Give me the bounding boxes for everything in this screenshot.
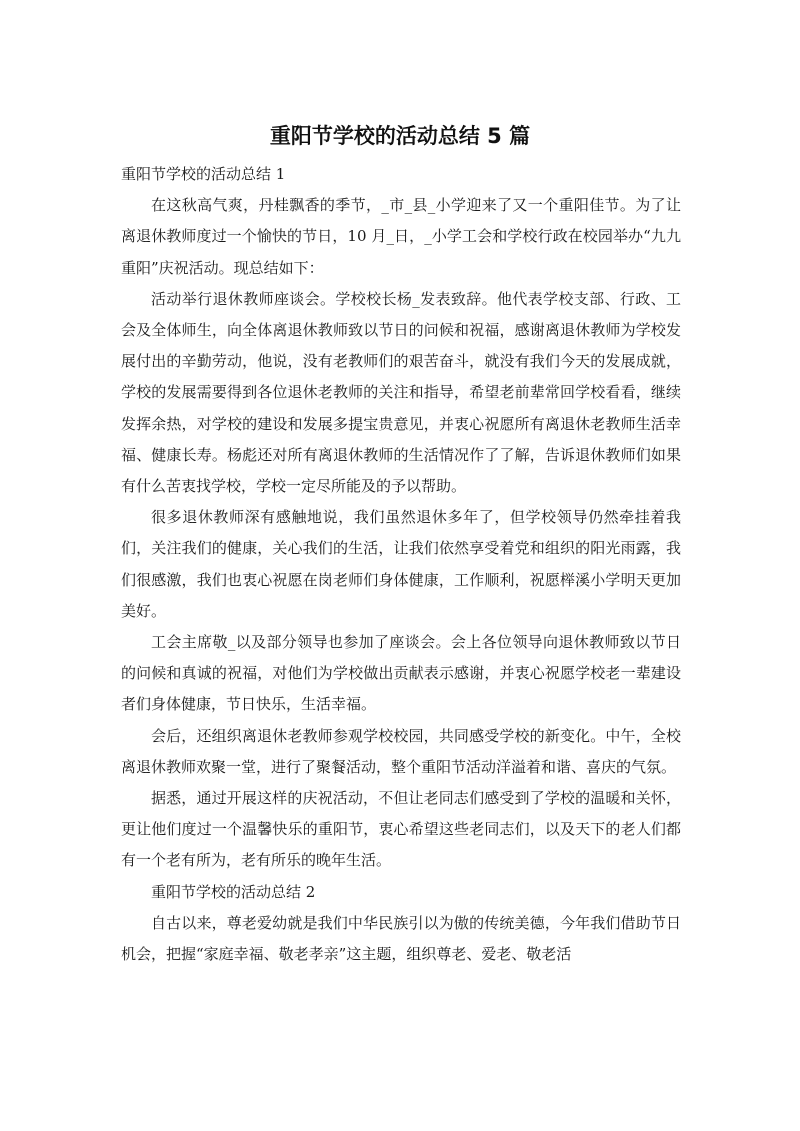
section-heading-1: 重阳节学校的活动总结 1 xyxy=(121,165,286,183)
section-heading-2: 重阳节学校的活动总结 2 xyxy=(151,882,316,901)
paragraph: 在这秋高气爽，丹桂飘香的季节，_市_县_小学迎来了又一个重阳佳节。为了让离退休教师度过一个愉快的节日，10 月_日，_小学工会和学校行政在校园举办“九九重阳”庆祝活动。现总结如下： xyxy=(121,196,681,277)
paragraph: 活动举行退休教师座谈会。学校校长杨_发表致辞。他代表学校支部、行政、工会及全体师生，向全体离退休教师致以节日的问候和祝福，感谢离退休教师为学校发展付出的辛勤劳动，他说，没有老教师们的艰苦奋斗，就没有我们今天的发展成就，学校的发展需要得到各位退休老教师的关注和指导，希望老前辈常回学校看看，继续发挥余热，对学校的建设和发展多提宝贵意见，并衷心祝愿所有离退休老教师生活幸福、健康长寿。杨彪还对所有离退休教师的生活情况作了了解，告诉退休教师们如果有什么苦衷找学校，学校一定尽所能及的予以帮助。 xyxy=(121,289,681,496)
document-title: 重阳节学校的活动总结 5 篇 xyxy=(269,124,531,148)
paragraph: 工会主席敬_以及部分领导也参加了座谈会。会上各位领导向退休教师致以节日的问候和真诚的祝福，对他们为学校做出贡献表示感谢，并衷心祝愿学校老一辈建设者们身体健康，节日快乐，生活幸福。 xyxy=(121,633,681,714)
paragraph: 很多退休教师深有感触地说，我们虽然退休多年了，但学校领导仍然牵挂着我们，关注我们的健康，关心我们的生活，让我们依然享受着党和组织的阳光雨露，我们很感激，我们也衷心祝愿在岗老师们身体健康，工作顺利，祝愿榉溪小学明天更加美好。 xyxy=(121,508,681,620)
document-body xyxy=(121,159,681,970)
paragraph: 会后，还组织离退休老教师参观学校校园，共同感受学校的新变化。中午，全校离退休教师欢聚一堂，进行了聚餐活动，整个重阳节活动洋溢着和谐、喜庆的气氛。 xyxy=(121,726,681,776)
paragraph: 自古以来，尊老爱幼就是我们中华民族引以为傲的传统美德，今年我们借助节日机会，把握“家庭幸福、敬老孝亲”这主题，组织尊老、爱老、敬老活 xyxy=(121,913,681,964)
paragraph: 据悉，通过开展这样的庆祝活动，不但让老同志们感受到了学校的温暖和关怀，更让他们度过一个温馨快乐的重阳节，衷心希望这些老同志们，以及天下的老人们都有一个老有所为，老有所乐的晚年生活。 xyxy=(121,789,681,870)
